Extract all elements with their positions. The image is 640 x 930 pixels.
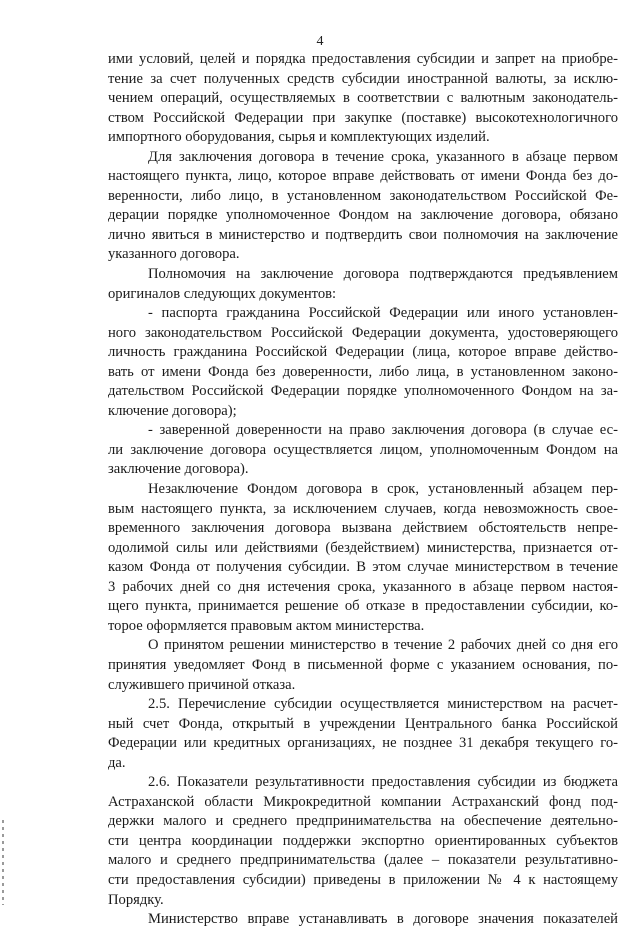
text-line: личность гражданина Российской Федерации (лица, которое вправе действо- [108, 344, 618, 361]
text-line: 2.6. Показатели результативности предоставления субсидии из бюджета [148, 774, 618, 791]
text-line: одолимой силы или действиями (бездействием) министерства, признается от- [108, 539, 618, 556]
document-body [108, 50, 618, 930]
text-line: принятия уведомляет Фонд в письменной форме с указанием основания, по- [108, 656, 618, 673]
text-line: ного законодательством Российской Федерации документа, удостоверяющего [108, 324, 618, 341]
text-line: дательством Российской Федерации порядке уполномоченного Фондом на за- [108, 383, 618, 400]
text-line: указанного договора. [108, 246, 240, 263]
text-line: - заверенной доверенности на право заключения договора (в случае ес- [148, 422, 618, 439]
text-line: держки малого и среднего предпринимательства на обеспечение деятельно- [108, 813, 618, 830]
text-line: временного заключения договора вызвана действием обстоятельств непре- [108, 520, 618, 537]
text-line: Федерации или кредитных организациях, не позднее 31 декабря текущего го- [108, 735, 618, 752]
text-line: оригиналов следующих документов: [108, 285, 337, 302]
text-line: тение за счет полученных средств субсидии иностранной валюты, за исклю- [108, 70, 618, 87]
text-line: Незаключение Фондом договора в срок, установленный абзацем пер- [148, 481, 618, 498]
text-line: Астраханской области Микрокредитной компании Астраханский фонд под- [108, 793, 618, 810]
text-line: ключение договора); [108, 402, 237, 419]
text-line: вым настоящего пункта, за исключением случаев, когда невозможность свое- [108, 500, 618, 517]
text-line: служившего причиной отказа. [108, 676, 296, 693]
text-line: Для заключения договора в течение срока, указанного в абзаце первом [148, 148, 618, 165]
text-line: сти центра координации поддержки экспортно ориентированных субъектов [108, 832, 618, 849]
page-number: 4 [316, 34, 324, 49]
text-line: ли заключение договора осуществляется лицом, уполномоченным Фондом на [108, 441, 618, 458]
text-line: сти предоставления субсидии) приведены в приложении № 4 к настоящему [108, 871, 618, 888]
text-line: дерации порядке уполномоченное Фондом на заключение договора, обязано [108, 207, 618, 224]
text-line: О принятом решении министерство в течение 2 рабочих дней со дня его [148, 637, 618, 654]
text-line: ими условий, целей и порядка предоставления субсидии и запрет на приобре- [108, 51, 618, 67]
text-line: Министерство вправе устанавливать в договоре значения показателей [148, 911, 618, 928]
text-line: ством Российской Федерации при закупке (поставке) высокотехнологичного [108, 109, 618, 126]
text-line: настоящего пункта, лицо, которое вправе действовать от имени Фонда без до- [108, 168, 618, 185]
text-line: импортного оборудования, сырья и комплектующих изделий. [108, 129, 490, 146]
text-line: да. [108, 754, 126, 771]
text-line: Порядку. [108, 891, 164, 908]
text-line: веренности, либо лицо, в установленном законодательством Российской Фе- [108, 187, 618, 204]
text-line: малого и среднего предпринимательства (далее – показатели результативно- [108, 852, 618, 869]
text-line: заключение договора). [108, 461, 249, 478]
text-line: - паспорта гражданина Российской Федерации или иного установлен- [148, 305, 618, 322]
text-line: ный счет Фонда, открытый в учреждении Центрального банка Российской [108, 715, 618, 732]
text-line: щего пункта, принимается решение об отказе в предоставлении субсидии, ко- [108, 598, 618, 615]
text-line: 3 рабочих дней со дня истечения срока, указанного в абзаце первом настоя- [108, 578, 618, 595]
text-line: вать от имени Фонда без доверенности, либо лица, в установленном законо- [108, 363, 618, 380]
text-line: Полномочия на заключение договора подтверждаются предъявлением [148, 266, 618, 283]
text-line: лично явиться в министерство и подтвердить свои полномочия на заключение [108, 226, 618, 243]
scan-edge-artifact [2, 820, 4, 905]
text-line: казом Фонда от получения субсидии. В этом случае министерством в течение [108, 559, 618, 576]
text-line: торое оформляется правовым актом министерства. [108, 617, 425, 634]
text-line: 2.5. Перечисление субсидии осуществляется министерством на расчет- [148, 696, 618, 713]
text-line: чением операций, осуществляемых в соответствии с валютным законодатель- [108, 90, 618, 107]
